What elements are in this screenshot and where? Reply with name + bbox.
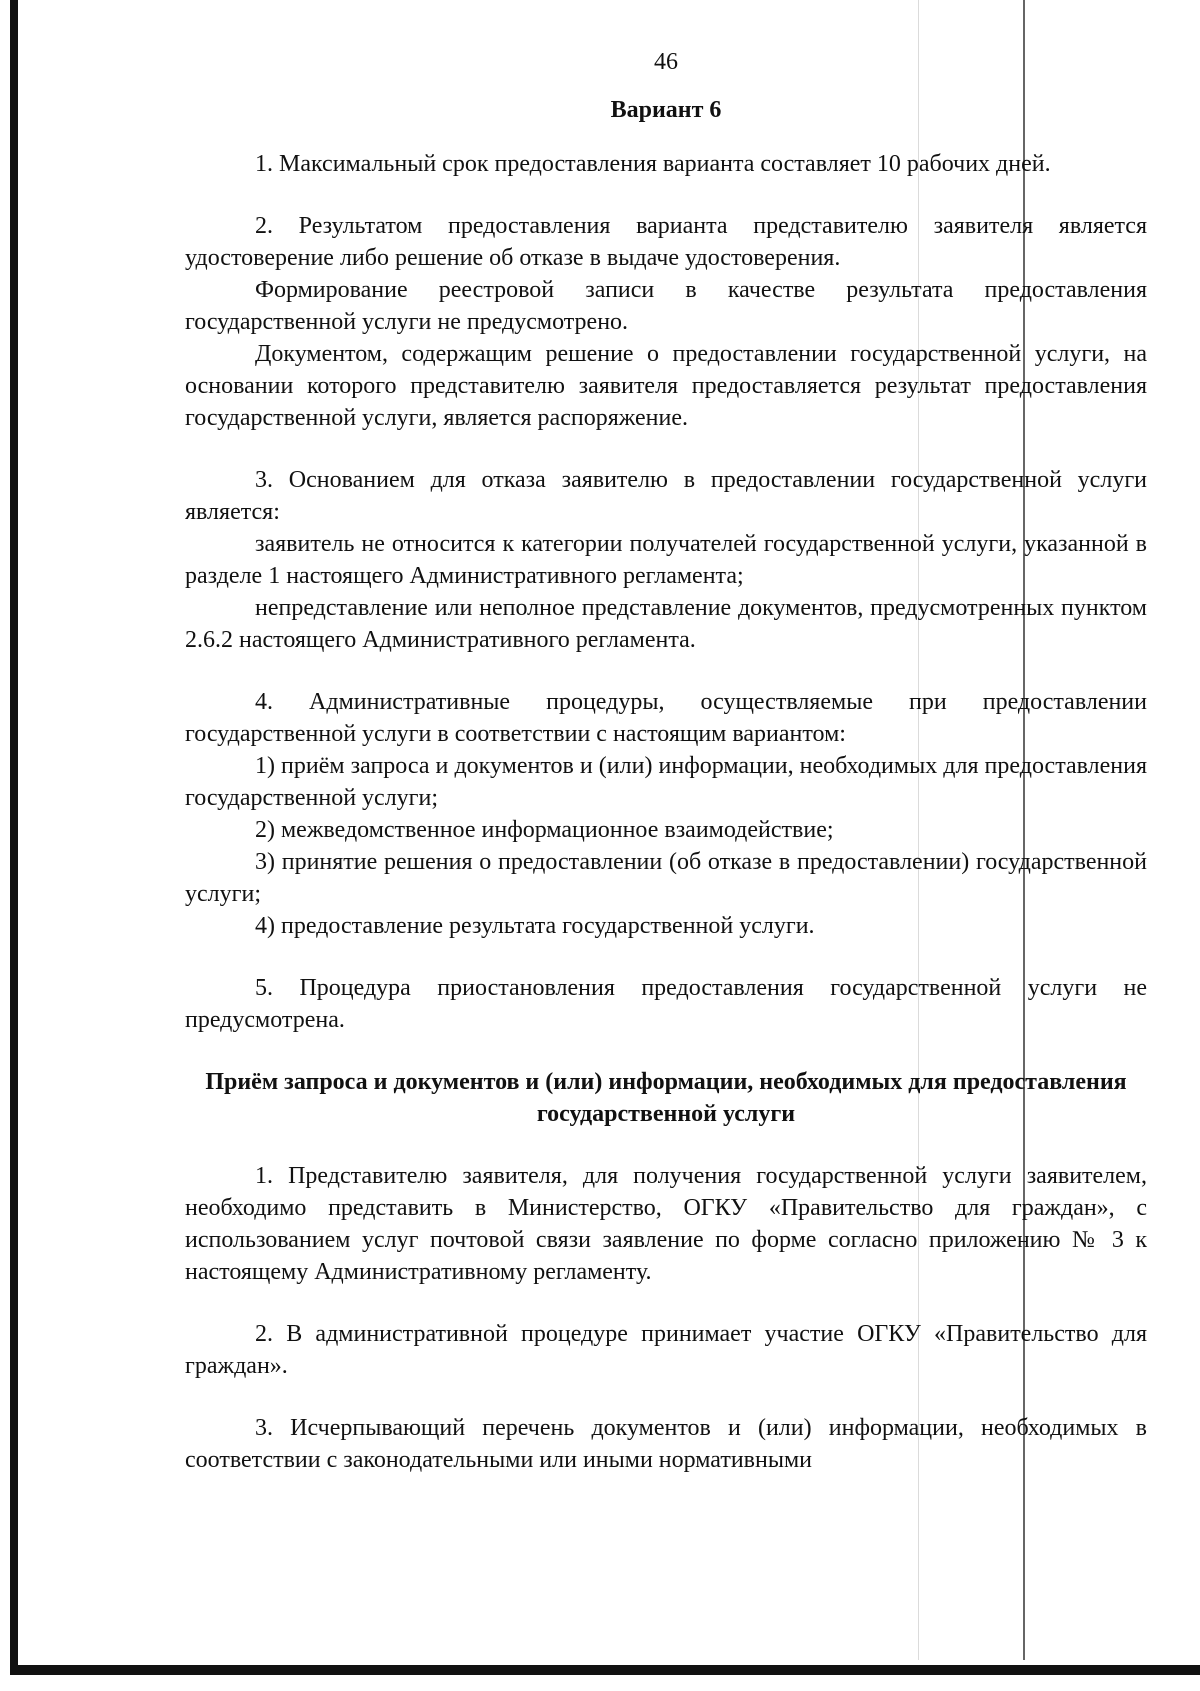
section-5 <box>185 972 1147 1036</box>
subsection-2 <box>185 1318 1147 1382</box>
paragraph: заявитель не относится к категории получателей государственной услуги, указанной в разделе 1 настоящего Административного регламента; <box>185 531 1147 589</box>
subsection-3 <box>185 1412 1147 1476</box>
section-1 <box>185 148 1147 180</box>
paragraph: Формирование реестровой записи в качестве результата предоставления государственной услуги не предусмотрено. <box>185 277 1147 335</box>
paragraph: 3. Основанием для отказа заявителю в предоставлении государственной услуги является: <box>185 467 1147 525</box>
subsection-1 <box>185 1160 1147 1288</box>
paragraph: непредставление или неполное представление документов, предусмотренных пунктом 2.6.2 настоящего Административного регламента. <box>185 595 1147 653</box>
paragraph: 2. В административной процедуре принимает участие ОГКУ «Правительство для граждан». <box>185 1321 1147 1379</box>
list-item: 1) приём запроса и документов и (или) информации, необходимых для предоставления государственной услуги; <box>185 753 1147 811</box>
section-4 <box>185 686 1147 942</box>
scan-bottom-edge <box>10 1665 1200 1675</box>
list-item: 2) межведомственное информационное взаимодействие; <box>255 817 834 843</box>
scan-left-edge <box>10 0 18 1675</box>
paragraph: 3. Исчерпывающий перечень документов и (или) информации, необходимых в соответствии с законодательными или иными нормативными <box>185 1415 1147 1473</box>
variant-title: Вариант 6 <box>610 97 722 123</box>
paragraph: 1. Представителю заявителя, для получения государственной услуги заявителем, необходимо представить в Министерство, ОГКУ «Правительство для граждан», с использованием услуг почтовой связи заявление по форме согласно приложению № 3 к настоящему Административному регламенту. <box>185 1163 1147 1285</box>
list-item: 4) предоставление результата государственной услуги. <box>255 913 815 939</box>
paragraph: Документом, содержащим решение о предоставлении государственной услуги, на основании которого представителю заявителя предоставляется результат предоставления государственной услуги, является распоряжение. <box>185 341 1147 431</box>
paragraph: 5. Процедура приостановления предоставления государственной услуги не предусмотрена. <box>185 975 1147 1033</box>
section-heading: Приём запроса и документов и (или) информации, необходимых для предоставления государственной услуги <box>205 1069 1127 1127</box>
paragraph: 2. Результатом предоставления варианта представителю заявителя является удостоверение либо решение об отказе в выдаче удостоверения. <box>185 213 1147 271</box>
paragraph: 1. Максимальный срок предоставления варианта составляет 10 рабочих дней. <box>255 151 1051 177</box>
page-number: 46 <box>654 49 678 75</box>
paragraph: 4. Административные процедуры, осуществляемые при предоставлении государственной услуги в соответствии с настоящим вариантом: <box>185 689 1147 747</box>
section-2 <box>185 210 1147 434</box>
list-item: 3) принятие решения о предоставлении (об отказе в предоставлении) государственной услуги; <box>185 849 1147 907</box>
document-page <box>185 40 1147 1506</box>
section-3 <box>185 464 1147 656</box>
